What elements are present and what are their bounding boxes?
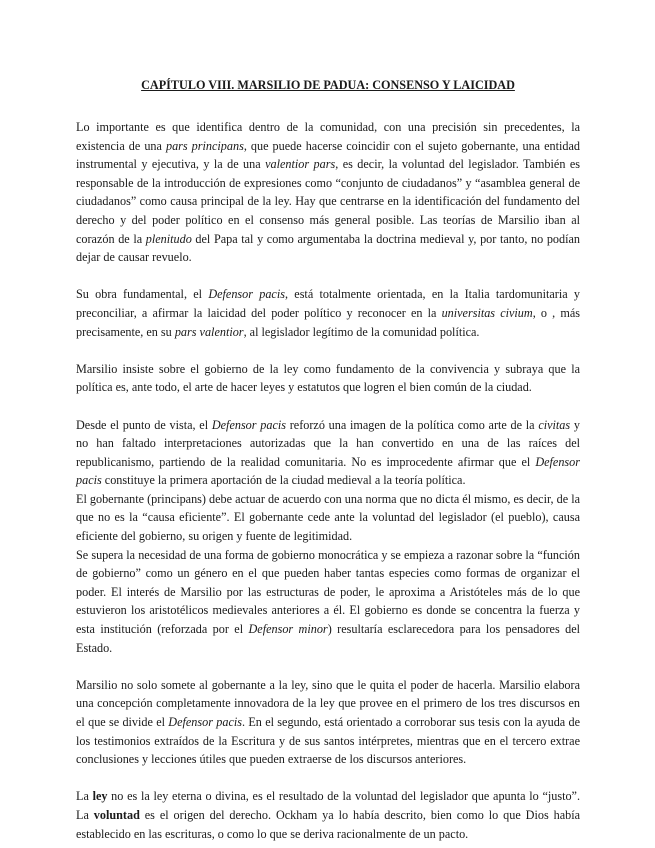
text-run: Lo importante es que identifica dentro de la comunidad, con una precisión sin precedentes, la existencia de una: [76, 120, 580, 153]
text-run: , que puede hacerse coincidir con el sujeto gobernante, una entidad instrumental y ejecutiva, y la de una: [76, 138, 581, 172]
text-run: es el origen del derecho. Ockham ya lo había descrito, bien como lo que Dios había establecido en las escrituras, o como lo que se deriva racionalmente de un pacto.: [76, 807, 580, 841]
text-run: reforzó una imagen de la política como arte de la: [286, 417, 539, 432]
paragraph: [76, 118, 580, 267]
italic-term: Defensor pacis: [211, 417, 286, 432]
text-run: , está totalmente orientada, en la Italia tardomunitaria y preconciliar, a afirmar la laicidad del poder político y reconocer en la: [76, 287, 581, 320]
text-run: ) resultaría esclarecedora para los pensadores del Estado.: [76, 622, 580, 655]
text-run: no es la ley eterna o divina, es el resultado de la voluntad del legislador que apunta lo “justo”. La: [76, 789, 581, 822]
text-run: Se supera la necesidad de una forma de gobierno monocrática y se empieza a razonar sobre la “función de gobierno” como un género en el que pueden haber tantas especies como formas de organizar el poder. El interés de Marsilio por las estructuras de poder, le aproxima a Aristóteles más de lo que estuvieron los aristotélicos medievales anteriores a él. El gobierno es donde se concentra la fuerza y esta institución (reforzada por el: [76, 547, 580, 637]
paragraph: [76, 490, 580, 546]
paragraph: [76, 360, 580, 397]
italic-term: universitas civium: [441, 305, 533, 320]
bold-term: voluntad: [93, 807, 140, 822]
text-run: del Papa tal y como argumentaba la doctrina medieval y, por tanto, no podían dejar de causar revuelo.: [76, 231, 580, 265]
bold-term: ley: [92, 789, 108, 804]
text-run: Marsilio no solo somete al gobernante a la ley, sino que le quita el poder de hacerla. Marsilio elabora una concepción completamente innovadora de la ley que provee en el primero de los tres discursos en el que se divide el: [76, 677, 580, 729]
italic-term: pars principans: [165, 138, 244, 153]
italic-term: Defensor pacis: [168, 715, 243, 729]
text-run: , es decir, la voluntad del legislador. También es responsable de la introducción de expresiones como “conjunto de ciudadanos” y “asamblea general de ciudadanos” como causa principal de la ley. Hay que centrarse en la identificación del fundamento del derecho y del poder político en el consenso más general posible. Las teorías de Marsilio iban al corazón de la: [76, 157, 581, 246]
paragraph: [76, 416, 580, 490]
italic-term: Defensor pacis: [76, 454, 580, 488]
italic-term: Defensor minor: [248, 622, 328, 637]
text-run: El gobernante (principans) debe actuar de acuerdo con una norma que no dicta él mismo, es decir, de la que no es la “causa eficiente”. El gobernante cede ante la voluntad del legislador (el pueblo), causa eficiente del gobierno, su origen y fuente de legitimidad.: [76, 491, 580, 544]
italic-term: Defensor pacis: [208, 287, 285, 302]
text-run: Su obra fundamental, el: [76, 287, 209, 302]
paragraph: [76, 787, 580, 843]
paragraph: [76, 676, 580, 769]
text-run: . En el segundo, está orientado a corroborar sus tesis con la ayuda de los testimonios extraídos de la Escritura y de sus santos intérpretes, mientras que en el tercero extrae conclusiones y lecciones útiles que pueden extraerse de los discursos anteriores.: [76, 715, 580, 767]
italic-term: valentior pars: [265, 157, 336, 172]
text-run: y no han faltado interpretaciones autorizadas que la han convertido en una de las raíces del republicanismo, partiendo de la realidad comunitaria. No es improcedente afirmar que el: [76, 417, 580, 469]
document-page: [76, 76, 580, 843]
text-run: Marsilio insiste sobre el gobierno de la ley como fundamento de la convivencia y subraya que la política es, ante todo, el arte de hacer leyes y estatutos que logren el bien común de la ciudad.: [76, 361, 580, 395]
text-run: constituye la primera aportación de la ciudad medieval a la teoría política.: [101, 473, 466, 488]
paragraph: [76, 285, 580, 341]
paragraph: [76, 546, 580, 658]
text-run: Desde el punto de vista, el: [76, 417, 212, 432]
text-run: , al legislador legítimo de la comunidad política.: [243, 324, 480, 339]
chapter-title: CAPÍTULO VIII. MARSILIO DE PADUA: CONSENSO Y LAICIDAD: [141, 78, 515, 92]
document-body: [76, 118, 580, 843]
text-run: , o , más precisamente, en su: [76, 305, 580, 339]
italic-term: civitas: [538, 417, 571, 432]
italic-term: plenitudo: [145, 231, 192, 246]
italic-term: pars valentior: [174, 324, 244, 339]
text-run: La: [76, 789, 93, 804]
